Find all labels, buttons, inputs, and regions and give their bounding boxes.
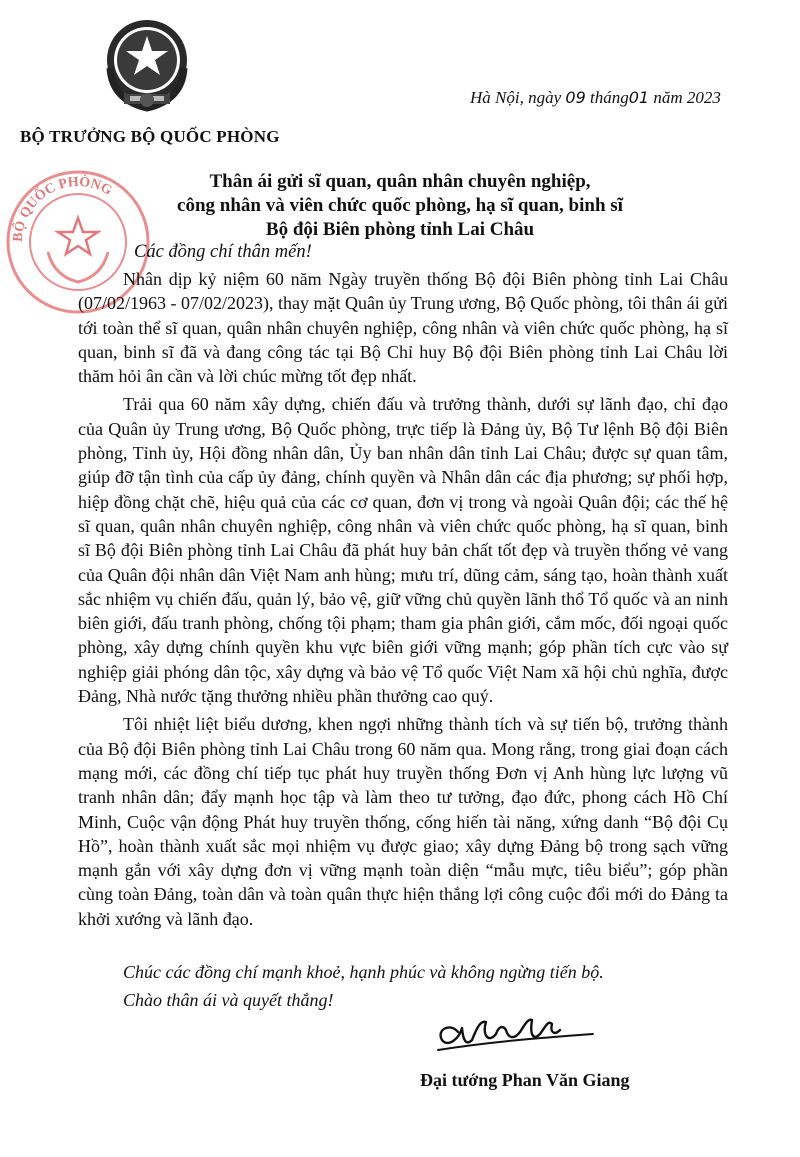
paragraph-3: Tôi nhiệt liệt biểu dương, khen ngợi những thành tích và sự tiến bộ, trưởng thành của Bộ đội Biên phòng tỉnh Lai Châu trong 60 năm qua. Mong rằng, trong giai đoạn cách mạng mới, các đồng chí tiếp tục phát huy truyền thống Đơn vị Anh hùng lực lượng vũ tranh nhân dân; đẩy mạnh học tập và làm theo tư tưởng, đạo đức, phong cách Hồ Chí Minh, Cuộc vận động Phát huy truyền thống, cống hiến tài năng, xứng danh “Bộ đội Cụ Hồ”, hoàn thành xuất sắc mọi nhiệm vụ được giao; xây dựng Đảng bộ trong sạch vững mạnh gắn với xây dựng đơn vị vững mạnh toàn diện “mẫu mực, tiêu biểu”; góp phần cùng toàn Đảng, toàn dân và toàn quân thực hiện thắng lợi công cuộc đổi mới do Đảng ta khởi xướng và lãnh đạo. [78,714,728,929]
date-year: năm 2023 [653,88,721,107]
letter-heading [100,170,700,242]
date-month-word: tháng [590,88,629,107]
date-day: 09 [565,88,586,107]
organization-name: BỘ TRƯỞNG BỘ QUỐC PHÒNG [20,127,280,146]
heading-line-1: Thân ái gửi sĩ quan, quân nhân chuyên nghiệp, [209,171,591,192]
date-line [470,88,770,108]
signature [428,1000,598,1056]
letter-body [78,267,728,931]
closing-line-2: Chào thân ái và quyết thắng! [123,990,334,1010]
salutation: Các đồng chí thân mến! [134,242,312,262]
signer-name: Đại tướng Phan Văn Giang [420,1070,630,1090]
closing-line-1: Chúc các đồng chí mạnh khoẻ, hạnh phúc và không ngừng tiến bộ. [123,962,604,982]
paragraph-2: Trải qua 60 năm xây dựng, chiến đấu và trưởng thành, dưới sự lãnh đạo, chỉ đạo của Quân ủy Trung ương, Bộ Quốc phòng, trực tiếp là Đảng ủy, Bộ Tư lệnh Bộ đội Biên phòng, Tỉnh ủy, Hội đồng nhân dân, Ủy ban nhân dân tỉnh Lai Châu; được sự quan tâm, giúp đỡ tận tình của cấp ủy đảng, chính quyền và Nhân dân các địa phương; sự phối hợp, hiệp đồng chặt chẽ, hiệu quả của các cơ quan, đơn vị trong và ngoài Quân đội; các thế hệ sĩ quan, quân nhân chuyên nghiệp, công nhân và viên chức quốc phòng, hạ sĩ quan, binh sĩ Bộ đội Biên phòng tỉnh Lai Châu đã phát huy bản chất tốt đẹp và truyền thống vẻ vang của Quân đội nhân dân Việt Nam anh hùng; mưu trí, dũng cảm, sáng tạo, hoàn thành xuất sắc nhiệm vụ chiến đấu, quản lý, bảo vệ, giữ vững chủ quyền lãnh thổ Tổ quốc và an ninh biên giới, đấu tranh phòng, chống tội phạm; tham gia phân giới, cắm mốc, đối ngoại quốc phòng, xây dựng chính quyền khu vực biên giới vững mạnh; góp phần tích cực vào sự nghiệp giải phóng dân tộc, xây dựng và bảo vệ Tổ quốc Việt Nam xã hội chủ nghĩa, được Đảng, Nhà nước tặng thưởng nhiều phần thưởng cao quý. [78,394,728,707]
date-prefix: Hà Nội, ngày [470,88,562,107]
closing [123,958,723,1014]
date-month: 01 [628,88,650,107]
national-emblem-icon [92,8,202,118]
heading-line-3: Bộ đội Biên phòng tỉnh Lai Châu [265,219,535,240]
paragraph-1: Nhân dịp kỷ niệm 60 năm Ngày truyền thống Bộ đội Biên phòng tỉnh Lai Châu (07/02/1963 - 07/02/2023), thay mặt Quân ủy Trung ương, Bộ Quốc phòng, tôi thân ái gửi tới toàn thể sĩ quan, quân nhân chuyên nghiệp, công nhân và viên chức quốc phòng, hạ sĩ quan, binh sĩ đã và đang công tác tại Bộ Chỉ huy Bộ đội Biên phòng tỉnh Lai Châu lời thăm hỏi ân cần và lời chúc mừng tốt đẹp nhất. [78,269,728,387]
stamp-text: BỘ QUỐC PHÒNG [10,174,115,243]
heading-line-2: công nhân và viên chức quốc phòng, hạ sĩ quan, binh sĩ [177,195,623,216]
